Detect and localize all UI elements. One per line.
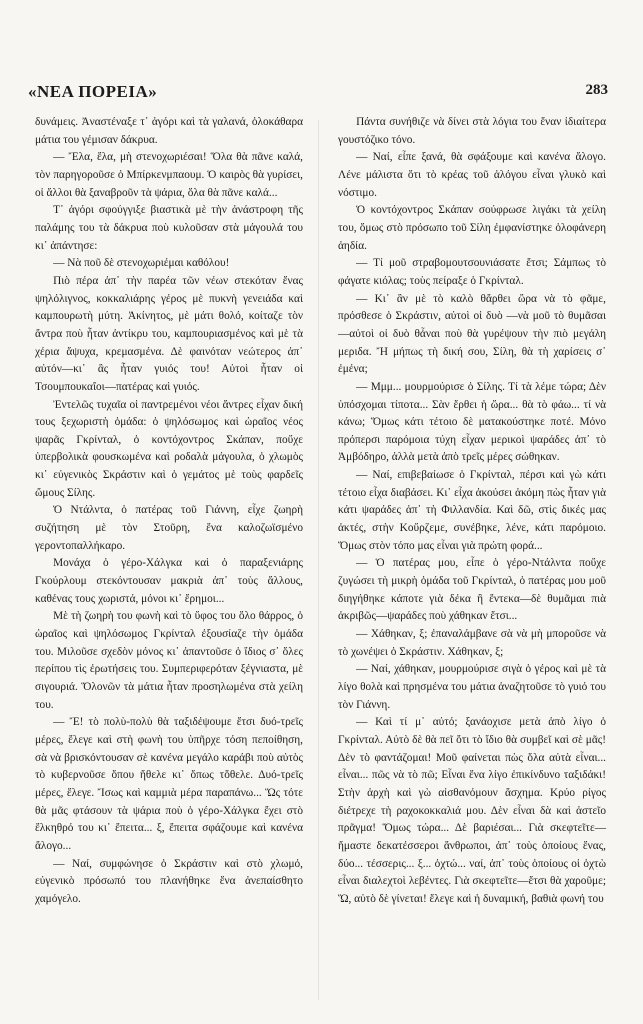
paragraph: — Ἔ! τὸ πολὺ-πολὺ θὰ ταξιδέψουμε ἔτσι δυό-τρεῖς μέρες, ἔλεγε καὶ στὴ φωνὴ του ὑπῆρχε τόση πεποίθηση, σὰ νὰ βρισκόντουσαν σὲ κανένα μεγάλο καράβι ποὺ αὐτὸς τὸ κυβερνοῦσε ὅπου ἤθελε κι᾿ ὅπως τὄθελε. Δυό-τρεῖς μέρες, ἔλεγε. Ἴσως καὶ καμμιὰ μέρα παραπάνω... Ὥς τότε θὰ μᾶς φτάσουν τὰ ψάρια ποὺ ὁ γέρο-Χάλγκα ἔχει στὸ ἔλκηθρό του κι᾿ ἔπειτα... ξ, ἔπειτα σφάζουμε καὶ κανένα ἄλογο...	[35, 716, 303, 852]
paragraph: Πιὸ πέρα ἀπ᾿ τὴν παρέα τῶν νέων στεκόταν ἕνας ψηλόλιγνος, κοκκαλιάρης γέρος μὲ πυκνὴ γενειάδα καὶ καμπουρωτὴ μύτη. Ἀκίνητος, μὲ μάτι θολό, κοίταζε τὸν ἄντρα ποὺ ἦταν ἀντίκρυ του, καμπουριασμένος καὶ μὲ τὰ χέρια ἄψυχα, κρεμασμένα. Δὲ φαινόταν νεώτερος ἀπ᾿ αὐτόν—κι᾿ ἂς ἦταν γυιός του! Αὐτοὶ ἦταν οἱ Τσουμπουκαΐοι—πατέρας καὶ γυιός.	[35, 274, 303, 393]
paragraph: Ὁ κοντόχοντρος Σκάπαν σούφρωσε λιγάκι τὰ χείλη του, ὅμως στὸ πρόσωπο τοῦ Σίλη ἐμφανίστηκε ὁλοφάνερη ἀηδία.	[338, 204, 606, 252]
column-divider	[318, 120, 319, 1000]
paragraph: — Μμμ... μουρμούρισε ὁ Σίλης. Τί τὰ λέμε τώρα; Δὲν ὑπόσχομαι τίποτα... Σὰν ἔρθει ἡ ὥρα... θὰ τὸ φάω... τί νὰ κάνω; Ὅμως κάτι τέτοιο δὲ ματακούστηκε ποτέ. Μόνο πρόπερσι παρόμοια τύχη εἶχαν μερικοὶ ψαράδες ἀπ᾿ τὸ Ἀμβόδηρο, ἀλλὰ μετὰ ἀπὸ τρεῖς μέρες σώθηκαν.	[338, 380, 606, 464]
paragraph: — Ναί, εἶπε ξανά, θὰ σφάξουμε καὶ κανένα ἄλογο. Λένε μάλιστα ὅτι τὸ κρέας τοῦ ἀλόγου εἶναι γλυκὸ καὶ νόστιμο.	[338, 151, 606, 199]
paragraph: δυνάμεις. Ἀναστέναξε τ᾿ ἀγόρι καὶ τὰ γαλανά, ὁλοκάθαρα μάτια του γέμισαν δάκρυα.	[35, 116, 303, 146]
paragraph: Ὁ Ντάλντα, ὁ πατέρας τοῦ Γιάννη, εἶχε ζωηρὴ συζήτηση μὲ τὸν Στοῦρη, ἕνα καλοζωϊσμένο γεροντοπαλλήκαρο.	[35, 504, 303, 552]
paragraph: — Νὰ ποῦ δὲ στενοχωριέμαι καθόλου!	[53, 257, 230, 270]
paragraph: Ἐντελῶς τυχαῖα οἱ παντρεμένοι νέοι ἄντρες εἶχαν δική τους ξεχωριστὴ ὁμάδα: ὁ ψηλόσωμος καὶ ὡραῖος νέος ψαρᾶς Γκρίνταλ, ὁ κοντόχοντρος Σκάπαν, ποὔχε ὑπερβολικὰ φουσκωμένα καὶ ροδαλὰ μάγουλα, ὁ χλωμὸς κι᾿ εὐγενικὸς Σκράστιν καὶ ὁ γεμάτος μὲ τοὺς φαρδεῖς ὤμους Σίλης.	[35, 398, 303, 499]
left-column	[35, 114, 303, 909]
paragraph: — Ναί, χάθηκαν, μουρμούρισε σιγὰ ὁ γέρος καὶ μὲ τὰ λίγο θολὰ καὶ πρησμένα του μάτια ἀναζητοῦσε τὸ γυιό του τὸν Γιάννη.	[338, 663, 606, 711]
paragraph: — Ναί, συμφώνησε ὁ Σκράστιν καὶ στὸ χλωμό, εὐγενικὸ πρόσωπό του πλανήθηκε ἕνα ἀνεπαίσθητο χαμόγελο.	[35, 857, 303, 905]
page-header	[28, 82, 608, 104]
paragraph: — Ὁ πατέρας μου, εἶπε ὁ γέρο-Ντάλντα ποὔχε ζυγώσει τὴ μικρὴ ὁμάδα τοῦ Γκρίνταλ, ὁ πατέρας μου μοῦ διηγήθηκε κάποτε γιὰ δέκα ἢ ἔντεκα—δὲ θυμᾶμαι πιὰ ἀκριβῶς—ψαράδες ποὺ χάθηκαν ἔτσι...	[338, 557, 606, 623]
journal-title: «ΝΕΑ ΠΟΡΕΙΑ»	[28, 82, 158, 101]
paragraph: — Καὶ τί μ᾿ αὐτό; ξανάοχισε μετὰ ἀπὸ λίγο ὁ Γκρίνταλ. Αὐτὸ δὲ θὰ πεῖ ὅτι τὸ ἴδιο θὰ συμβεῖ καὶ σὲ μᾶς! Δὲν τὸ φαντάζομαι! Μοῦ φαίνεται πὼς ὅλα αὐτὰ εἶναι... εἶναι... πῶς νὰ τὸ πῶ; Εἶναι ἕνα λίγο ἐπικίνδυνο ταξιδάκι! Στὴν ἀρχὴ καὶ γὼ αἰσθανόμουν ἄσχημα. Κρύο ρίγος διέτρεχε τὴ ραχοκοκκαλιά μου. Δὲν εἶναι δὰ καὶ ἀστεῖο πρᾶγμα! Ὅμως τώρα... Δὲ βαριέσαι... Γιὰ σκεφτεῖτε—ἤμαστε δεκατέσσεροι ἄνθρωποι, ἀπ᾿ τοὺς ὁποίους ἕνας, δύο... τέσσερις... ξ... ὀχτώ... ναί, ἀπ᾿ τοὺς ὁποίους οἱ ὀχτὼ εἶναι διαλεχτοὶ λεβέντες. Γιὰ σκεφτεῖτε—ἔτσι θὰ χαροῦμε; Ὥ, αὐτὸ δὲ γίνεται! ἔλεγε καὶ ἡ δυναμική, βαθιὰ φωνή του	[338, 716, 606, 905]
paragraph: — Ναί, επιβεβαίωσε ὁ Γκρίνταλ, πέρσι καὶ γὼ κάτι τέτοιο εἶχα διαβάσει. Κι᾿ εἶχα ἀκούσει ἀκόμη πὼς ἦταν γιὰ κάτι ψαράδες ἀπ᾿ τὴ Φιλλανδία. Καὶ δῶ, στὶς δικές μας ἀκτές, στὴν Κοὔρζεμε, συνέβηκε, λένε, κάτι παρόμοιο. Ὅμως στὸν τόπο μας εἶναι γιὰ πρώτη φορά...	[338, 469, 606, 552]
paragraph: — Ἔλα, ἔλα, μὴ στενοχωριέσαι! Ὅλα θὰ πᾶνε καλά, τὸν παρηγοροῦσε ὁ Μπίρκενμπαουμ. Ὁ καιρὸς θὰ γυρίσει, οἱ ἄλλοι θὰ ξαναβροῦν τὰ ψάρια, ὅλα θὰ πᾶνε καλά...	[35, 151, 303, 199]
paragraph: Μὲ τὴ ζωηρὴ του φωνὴ καὶ τὸ ὕφος του ὅλο θάρρος, ὁ ὡραῖος καὶ ψηλόσωμος Γκρίνταλ ἐξουσίαζε τὴν ὁμάδα του. Μιλοῦσε σχεδὸν μόνος κι᾿ ἀπαντοῦσε ὁ ἴδιος σ᾿ ὅλες περίπου τὶς ἐρωτήσεις του. Συμπεριφερόταν ξέγνιαστα, μὲ σιγουριά. Ὅλονῶν τὰ μάτια ἦταν προσηλωμένα στὰ χείλη του.	[35, 610, 303, 711]
right-column	[338, 114, 606, 909]
paragraph: — Χάθηκαν, ξ; ἐπαναλάμβανε σὰ νὰ μὴ μποροῦσε νὰ τὸ χωνέψει ὁ Σκράστιν. Χάθηκαν, ξ;	[338, 628, 606, 658]
paragraph: — Τί μοῦ στραβομουτσουνιάσατε ἔτσι; Σάμπως τὸ φάγατε κιόλας; τοὺς πείραξε ὁ Γκρίνταλ.	[338, 257, 606, 287]
paragraph: Μονάχα ὁ γέρο-Χάλγκα καὶ ὁ παραξενιάρης Γκούρλουμ στεκόντουσαν μακριὰ ἀπ᾿ τοὺς ἄλλους, καθένας τους χωριστά, μόνοι κι᾿ ἔρημοι...	[35, 557, 303, 605]
paragraph: Πάντα συνήθιζε νὰ δίνει στὰ λόγια του ἕναν ἰδιαίτερα γουστόζικο τόνο.	[338, 116, 606, 146]
paragraph: — Κι᾿ ἂν μὲ τὸ καλὸ θἄρθει ὥρα νὰ τὸ φᾶμε, πρόσθεσε ὁ Σκράστιν, αὐτοὶ οἱ δυὸ —νὰ μοῦ τὸ θυμᾶσαι—αὐτοὶ οἱ δυὸ θἆναι ποὺ θὰ γυρέψουν τὴν πιὸ μεγάλη μεριδα. Ἤ μήπως τὴ δική σου, Σίλη, θὰ τὴ χαρίσεις σ᾿ ἐμένα;	[338, 292, 606, 376]
paragraph: Τ᾿ ἀγόρι σφούγγιξε βιαστικὰ μὲ τὴν ἀνάστροφη τῆς παλάμης του τὰ δάκρυα ποὺ κυλοῦσαν στὰ μάγουλά του κι᾿ ἀπάντησε:	[35, 204, 303, 252]
page-number: 283	[585, 82, 608, 98]
